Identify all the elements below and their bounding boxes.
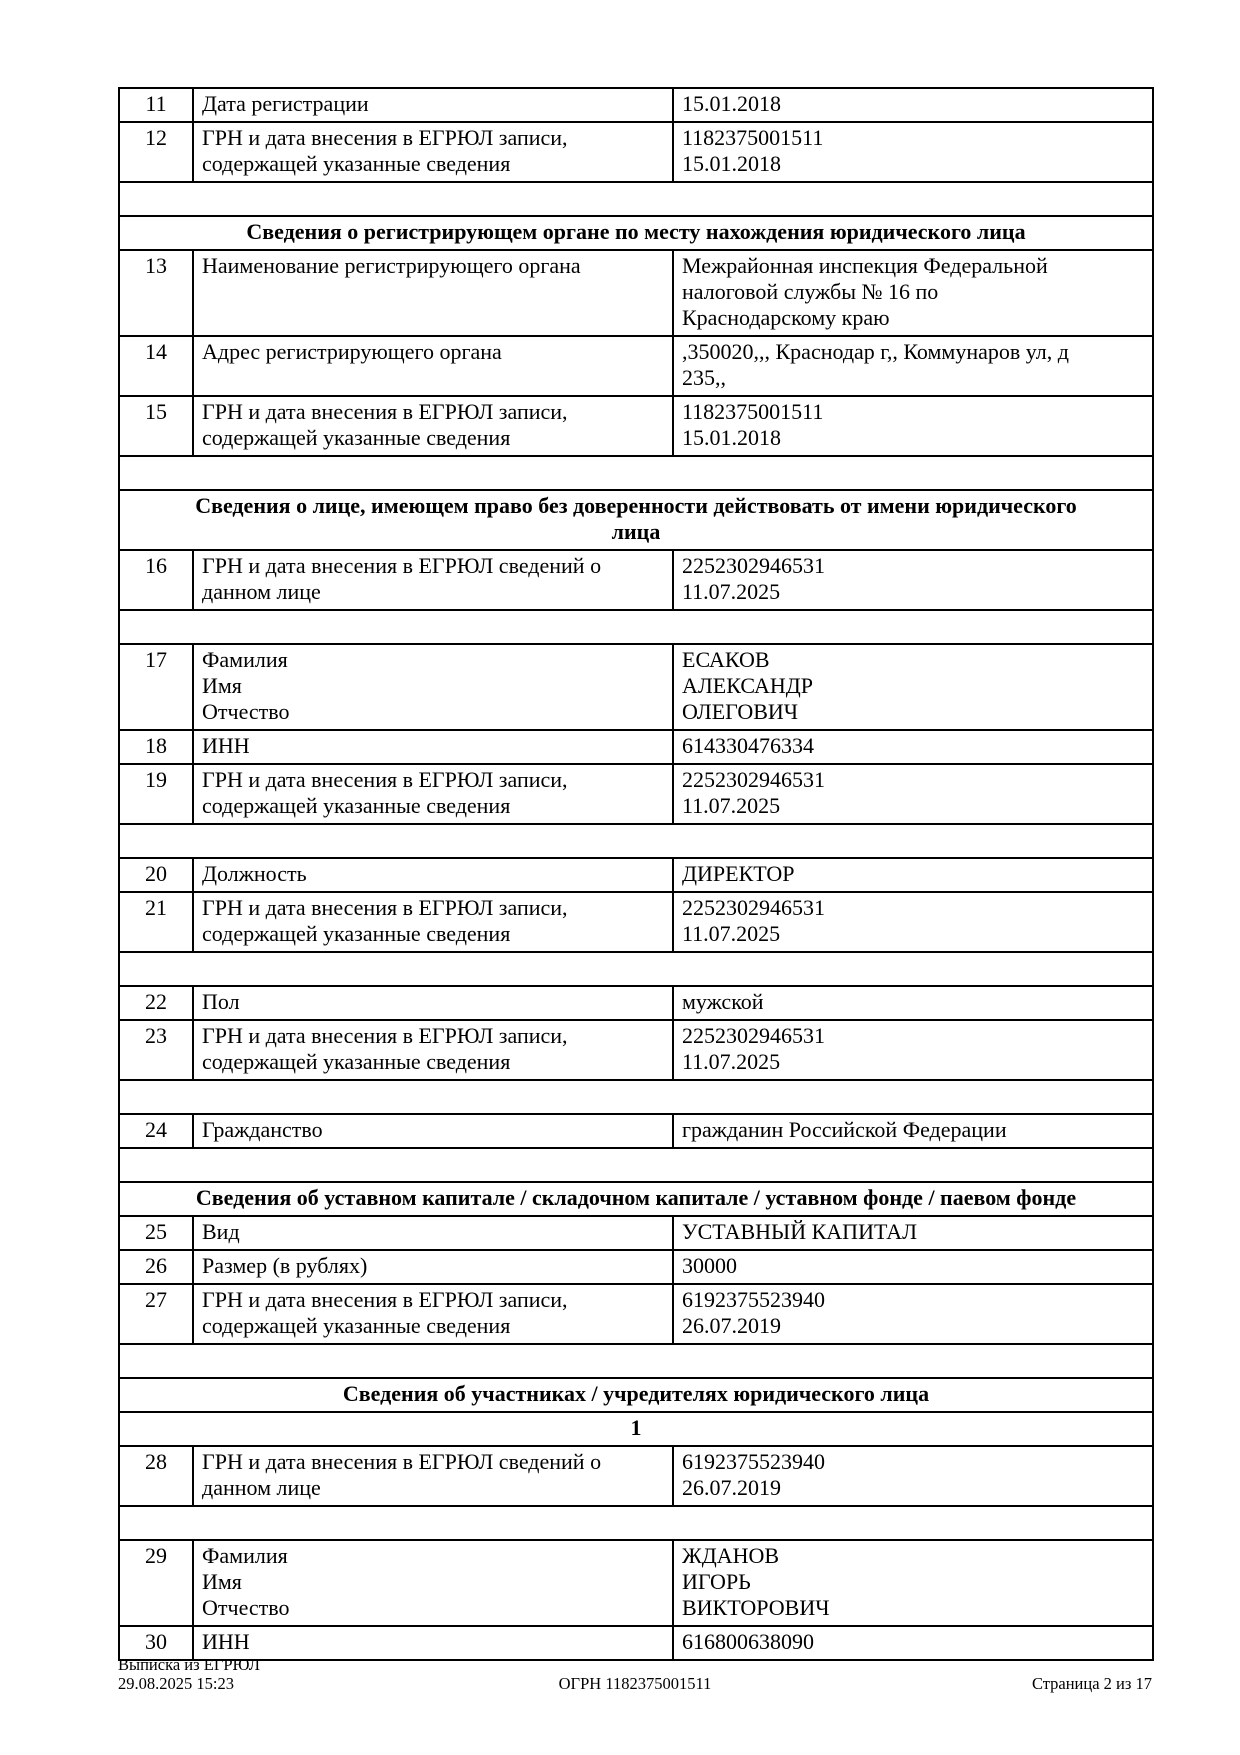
row-value-line: 2252302946531 — [682, 767, 825, 792]
row-value — [673, 644, 1153, 730]
row-label — [193, 250, 673, 336]
table-row-14 — [119, 336, 1153, 396]
row-number: 23 — [119, 1020, 193, 1080]
row-value — [673, 396, 1153, 456]
row-value-line: 15.01.2018 — [682, 91, 781, 116]
row-label-line: содержащей указанные сведения — [202, 1049, 511, 1074]
row-label-line: Размер (в рублях) — [202, 1253, 368, 1278]
row-label-line: ГРН и дата внесения в ЕГРЮЛ записи, — [202, 125, 568, 150]
footer-doc-type: Выписка из ЕГРЮЛ — [118, 1655, 260, 1674]
row-number: 28 — [119, 1446, 193, 1506]
table-row-24 — [119, 1114, 1153, 1148]
row-value — [673, 336, 1153, 396]
row-number: 22 — [119, 986, 193, 1020]
section-header-line: Сведения о регистрирующем органе по месту нахождения юридического лица — [246, 219, 1026, 244]
row-value-line: 235,, — [682, 365, 726, 390]
row-label — [193, 1020, 673, 1080]
row-label-line: данном лице — [202, 579, 321, 604]
row-label-line: данном лице — [202, 1475, 321, 1500]
footer-datetime: 29.08.2025 15:23 — [118, 1674, 234, 1693]
row-value — [673, 250, 1153, 336]
row-number: 12 — [119, 122, 193, 182]
section-header — [119, 1182, 1153, 1216]
table-row-19 — [119, 764, 1153, 824]
page-footer — [118, 1655, 1152, 1693]
row-number: 24 — [119, 1114, 193, 1148]
row-value — [673, 730, 1153, 764]
row-label — [193, 1446, 673, 1506]
row-number: 14 — [119, 336, 193, 396]
row-number: 13 — [119, 250, 193, 336]
row-value-line: 2252302946531 — [682, 1023, 825, 1048]
section-header-row — [119, 490, 1153, 550]
row-label-line: ГРН и дата внесения в ЕГРЮЛ записи, — [202, 895, 568, 920]
row-value — [673, 1250, 1153, 1284]
row-value — [673, 1540, 1153, 1626]
row-value-line: 11.07.2025 — [682, 1049, 781, 1074]
row-value-line: АЛЕКСАНДР — [682, 673, 813, 698]
row-label — [193, 550, 673, 610]
row-label — [193, 336, 673, 396]
participant-number-row — [119, 1412, 1153, 1446]
row-label-line: Отчество — [202, 699, 290, 724]
row-label — [193, 986, 673, 1020]
row-label — [193, 858, 673, 892]
row-number: 25 — [119, 1216, 193, 1250]
egrul-table-body — [119, 88, 1153, 1660]
spacer-cell — [119, 1344, 1153, 1378]
row-label — [193, 1250, 673, 1284]
row-label-line: Вид — [202, 1219, 240, 1244]
row-value-line: 1182375001511 — [682, 399, 824, 424]
row-value-line: ЖДАНОВ — [682, 1543, 780, 1568]
row-label — [193, 396, 673, 456]
row-value — [673, 764, 1153, 824]
footer-ogrn: ОГРН 1182375001511 — [558, 1674, 712, 1693]
footer-page-number: Страница 2 из 17 — [1031, 1674, 1152, 1693]
row-value-line: гражданин Российской Федерации — [682, 1117, 1007, 1142]
spacer-cell — [119, 952, 1153, 986]
table-row-21 — [119, 892, 1153, 952]
row-label-line: ГРН и дата внесения в ЕГРЮЛ записи, — [202, 399, 568, 424]
row-value-line: 26.07.2019 — [682, 1475, 781, 1500]
row-number: 29 — [119, 1540, 193, 1626]
row-label — [193, 122, 673, 182]
row-label — [193, 88, 673, 122]
section-header-line: лица — [611, 519, 661, 544]
row-value-line: 616800638090 — [682, 1629, 814, 1654]
table-row-15 — [119, 396, 1153, 456]
row-value-line: ВИКТОРОВИЧ — [682, 1595, 830, 1620]
table-row-26 — [119, 1250, 1153, 1284]
row-label-line: Наименование регистрирующего органа — [202, 253, 581, 278]
table-row-13 — [119, 250, 1153, 336]
row-value-line: 2252302946531 — [682, 553, 825, 578]
participant-number: 1 — [119, 1412, 1153, 1446]
row-number: 11 — [119, 88, 193, 122]
spacer-cell — [119, 610, 1153, 644]
row-label-line: содержащей указанные сведения — [202, 1313, 511, 1338]
row-label — [193, 1114, 673, 1148]
spacer-cell — [119, 824, 1153, 858]
row-label-line: Дата регистрации — [202, 91, 369, 116]
row-label-line: Должность — [202, 861, 307, 886]
row-label-line: содержащей указанные сведения — [202, 425, 511, 450]
row-value-line: 15.01.2018 — [682, 151, 781, 176]
table-row-23 — [119, 1020, 1153, 1080]
section-header-line: Сведения об участниках / учредителях юридического лица — [342, 1381, 930, 1406]
section-header-row — [119, 216, 1153, 250]
row-label — [193, 730, 673, 764]
row-number: 21 — [119, 892, 193, 952]
row-value — [673, 1216, 1153, 1250]
table-row-29 — [119, 1540, 1153, 1626]
row-label — [193, 1284, 673, 1344]
section-header — [119, 1378, 1153, 1412]
row-value-line: мужской — [682, 989, 764, 1014]
row-value-line: 15.01.2018 — [682, 425, 781, 450]
section-header-line: Сведения об уставном капитале / складочном капитале / уставном фонде / паевом фонде — [195, 1185, 1077, 1210]
row-label-line: Фамилия — [202, 647, 288, 672]
table-row-12 — [119, 122, 1153, 182]
spacer-row — [119, 1506, 1153, 1540]
spacer-cell — [119, 1506, 1153, 1540]
table-row-27 — [119, 1284, 1153, 1344]
row-label-line: Адрес регистрирующего органа — [202, 339, 502, 364]
row-value-line: 11.07.2025 — [682, 793, 781, 818]
row-label-line: Имя — [202, 673, 242, 698]
spacer-row — [119, 1344, 1153, 1378]
row-number: 30 — [119, 1626, 193, 1660]
row-label — [193, 644, 673, 730]
row-label-line: содержащей указанные сведения — [202, 793, 511, 818]
row-label-line: Имя — [202, 1569, 242, 1594]
table-row-11 — [119, 88, 1153, 122]
row-label-line: ГРН и дата внесения в ЕГРЮЛ сведений о — [202, 553, 602, 578]
table-row-20 — [119, 858, 1153, 892]
row-value — [673, 1020, 1153, 1080]
table-row-18 — [119, 730, 1153, 764]
section-header-row — [119, 1378, 1153, 1412]
row-value — [673, 986, 1153, 1020]
row-value — [673, 1284, 1153, 1344]
row-number: 18 — [119, 730, 193, 764]
row-number: 17 — [119, 644, 193, 730]
row-label — [193, 892, 673, 952]
spacer-cell — [119, 182, 1153, 216]
row-number: 15 — [119, 396, 193, 456]
row-label-line: Гражданство — [202, 1117, 323, 1142]
row-label-line: содержащей указанные сведения — [202, 921, 511, 946]
row-label — [193, 1216, 673, 1250]
table-row-25 — [119, 1216, 1153, 1250]
row-label-line: содержащей указанные сведения — [202, 151, 511, 176]
row-value — [673, 550, 1153, 610]
spacer-row — [119, 952, 1153, 986]
row-number: 20 — [119, 858, 193, 892]
row-label-line: ИНН — [202, 733, 250, 758]
spacer-row — [119, 610, 1153, 644]
section-header-line: Сведения о лице, имеющем право без доверенности действовать от имени юридического — [195, 493, 1077, 518]
spacer-cell — [119, 1080, 1153, 1114]
section-header — [119, 216, 1153, 250]
section-header-row — [119, 1182, 1153, 1216]
row-number: 16 — [119, 550, 193, 610]
row-value-line: 614330476334 — [682, 733, 814, 758]
table-row-16 — [119, 550, 1153, 610]
row-value — [673, 88, 1153, 122]
row-value-line: 30000 — [682, 1253, 737, 1278]
row-value-line: ЕСАКОВ — [682, 647, 770, 672]
table-row-17 — [119, 644, 1153, 730]
row-label — [193, 764, 673, 824]
spacer-row — [119, 824, 1153, 858]
row-number: 19 — [119, 764, 193, 824]
row-value-line: 6192375523940 — [682, 1449, 825, 1474]
row-value-line: 11.07.2025 — [682, 579, 781, 604]
egrul-table — [118, 87, 1154, 1661]
spacer-cell — [119, 1148, 1153, 1182]
row-value-line: 11.07.2025 — [682, 921, 781, 946]
spacer-row — [119, 1080, 1153, 1114]
row-label-line: Отчество — [202, 1595, 290, 1620]
row-value-line: Межрайонная инспекция Федеральной — [682, 253, 1048, 278]
spacer-row — [119, 182, 1153, 216]
row-value-line: ,350020,,, Краснодар г,, Коммунаров ул, д — [682, 339, 1069, 364]
row-label-line: ГРН и дата внесения в ЕГРЮЛ записи, — [202, 1023, 568, 1048]
row-label — [193, 1540, 673, 1626]
table-row-28 — [119, 1446, 1153, 1506]
row-value-line: 2252302946531 — [682, 895, 825, 920]
row-label-line: ИНН — [202, 1629, 250, 1654]
row-label-line: Пол — [202, 989, 240, 1014]
row-value-line: ОЛЕГОВИЧ — [682, 699, 799, 724]
row-value — [673, 858, 1153, 892]
row-value — [673, 1114, 1153, 1148]
row-value-line: 1182375001511 — [682, 125, 824, 150]
row-value-line: 6192375523940 — [682, 1287, 825, 1312]
row-value — [673, 1446, 1153, 1506]
row-value-line: УСТАВНЫЙ КАПИТАЛ — [682, 1219, 918, 1244]
row-value-line: 26.07.2019 — [682, 1313, 781, 1338]
row-label-line: ГРН и дата внесения в ЕГРЮЛ записи, — [202, 767, 568, 792]
row-value-line: ИГОРЬ — [682, 1569, 751, 1594]
spacer-row — [119, 456, 1153, 490]
row-label-line: ГРН и дата внесения в ЕГРЮЛ записи, — [202, 1287, 568, 1312]
spacer-cell — [119, 456, 1153, 490]
row-value — [673, 892, 1153, 952]
row-value — [673, 122, 1153, 182]
spacer-row — [119, 1148, 1153, 1182]
row-number: 27 — [119, 1284, 193, 1344]
table-row-22 — [119, 986, 1153, 1020]
row-value-line: Краснодарскому краю — [682, 305, 890, 330]
row-label-line: ГРН и дата внесения в ЕГРЮЛ сведений о — [202, 1449, 602, 1474]
row-label-line: Фамилия — [202, 1543, 288, 1568]
row-value-line: налоговой службы № 16 по — [682, 279, 939, 304]
row-number: 26 — [119, 1250, 193, 1284]
row-value-line: ДИРЕКТОР — [682, 861, 795, 886]
section-header — [119, 490, 1153, 550]
